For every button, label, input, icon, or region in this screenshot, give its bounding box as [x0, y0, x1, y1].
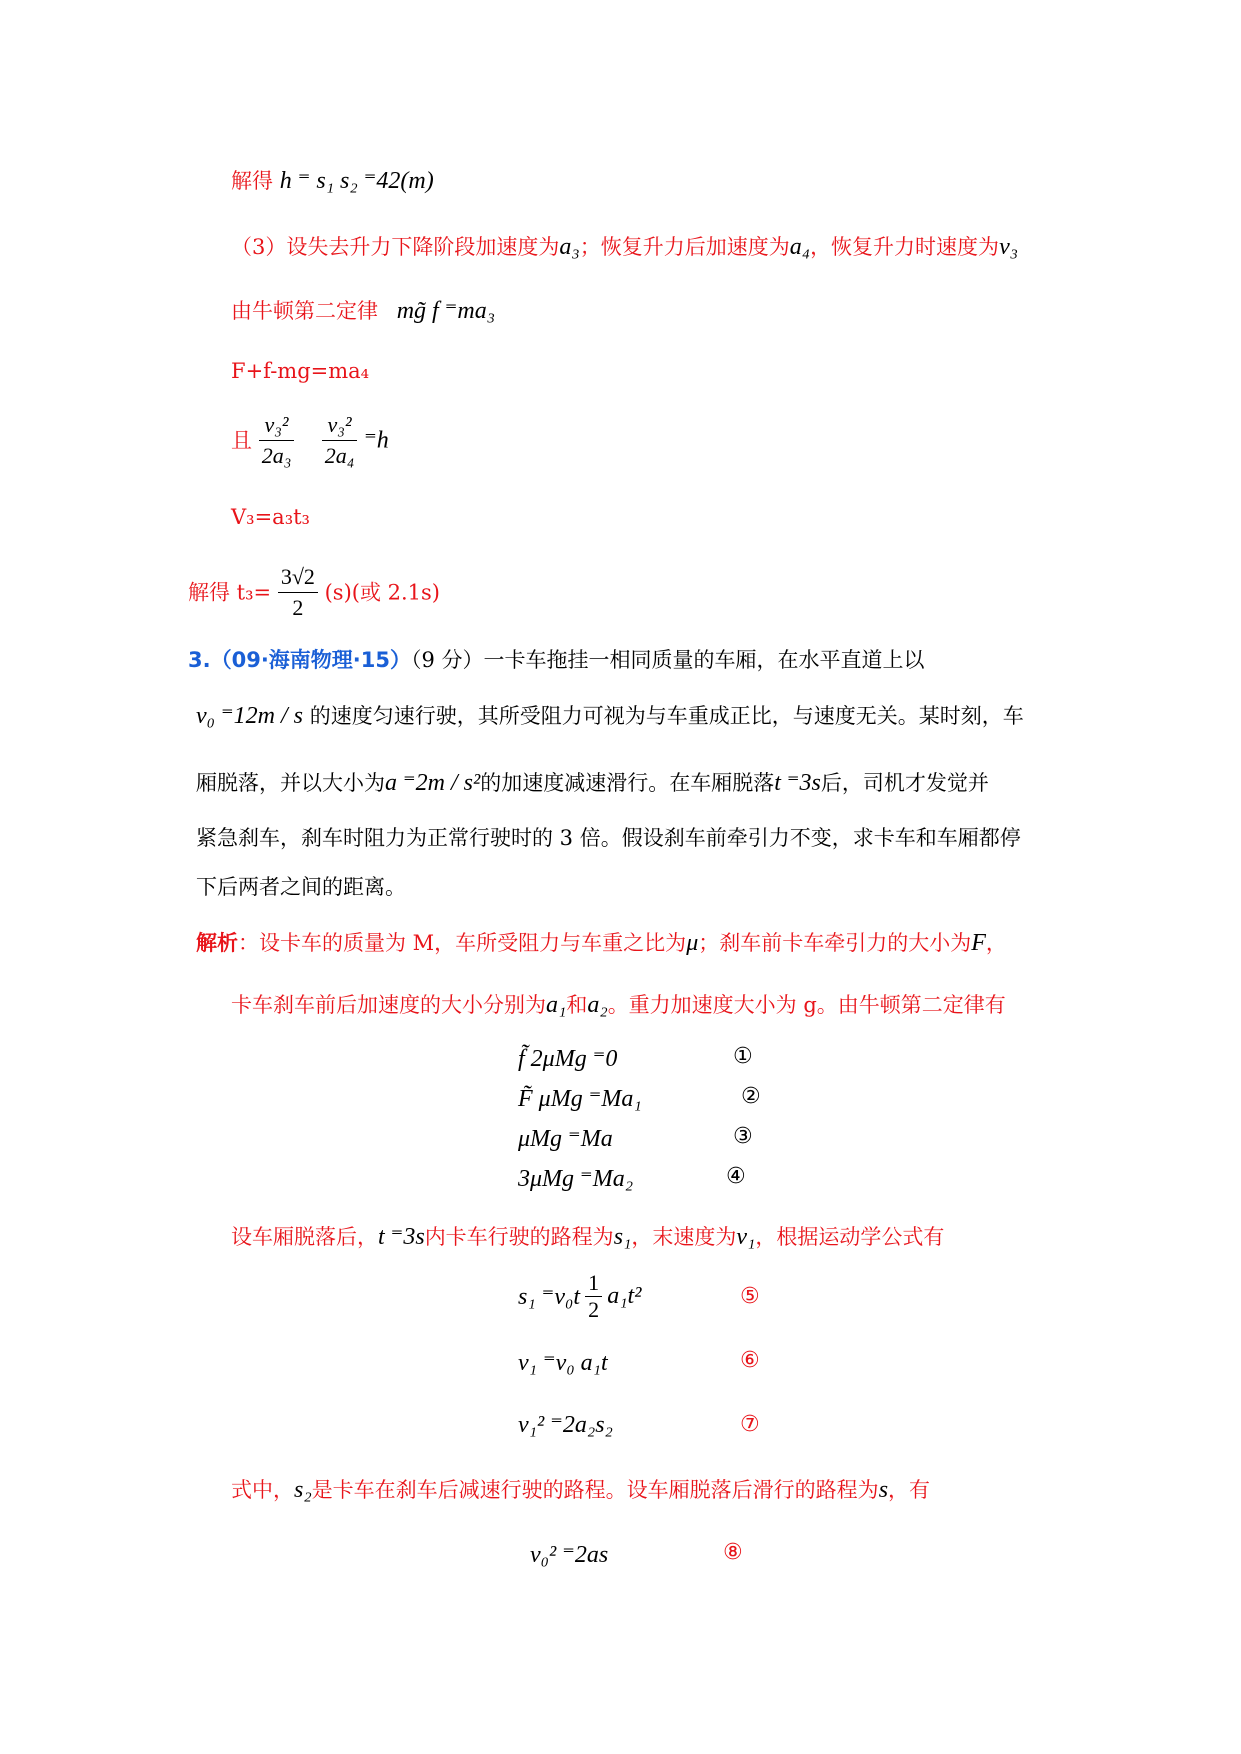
where-b: 是卡车在刹车后减速行驶的路程。设车厢脱落后滑行的路程为 [311, 1478, 879, 1502]
and-prefix: 且 [231, 428, 252, 453]
where-c: ，有 [888, 1478, 931, 1502]
and-tail: ⁼h [364, 427, 389, 454]
problem-a-formula: a ⁼2m / s² [385, 770, 481, 796]
kinematics-b: 内卡车行驶的路程为 [424, 1225, 614, 1249]
var-a2: a₂ [587, 992, 608, 1018]
kinematics-c: ，末速度为 [631, 1225, 737, 1249]
equation-1: f̃ 2μMg ⁼0 [518, 1046, 618, 1072]
var-s2: s₂ [294, 1477, 312, 1503]
fraction-denominator: 2a₃ [261, 443, 292, 468]
var-a1: a₁ [546, 992, 567, 1018]
where-a: 式中， [231, 1478, 294, 1502]
result-prefix: 解得 [231, 169, 273, 193]
result-formula: h ⁼ s₁ s₂ ⁼42(m) [279, 168, 434, 194]
fraction-numerator: 1 [585, 1270, 602, 1297]
kinematics-t-formula: t ⁼3s [378, 1224, 425, 1250]
result-t3 [188, 562, 440, 623]
equation-8: v₀² ⁼2as [530, 1542, 609, 1568]
var-a4: a₄ [789, 234, 811, 260]
analysis-line2-b: 。重力加速度大小为 g。由牛顿第二定律有 [607, 993, 1006, 1017]
analysis-text1: ：设卡车的质量为 M，车所受阻力与车重之比为 [238, 931, 687, 955]
fraction-v3-2a3 [259, 410, 295, 471]
result-t3-tail: (s)(或 2.1s) [324, 580, 440, 605]
problem-line3-a: 厢脱落，并以大小为 [196, 771, 385, 795]
problem-t-formula: t ⁼3s [774, 770, 821, 796]
equation-2-tag: ② [741, 1084, 761, 1109]
fraction-denominator: 2a₄ [324, 443, 355, 468]
equation-8-tag: ⑧ [723, 1540, 743, 1565]
and-line [231, 410, 389, 471]
equation-5-left: s₁ ⁼v₀t [518, 1284, 581, 1310]
equation-2: F̃ μMg ⁼Ma₁ [518, 1086, 642, 1112]
problem3-line5: 下后两者之间的距离。 [196, 875, 406, 899]
equation-5 [518, 1270, 641, 1323]
var-v1: v₁ [736, 1224, 756, 1250]
analysis-line2 [231, 990, 1006, 1020]
fraction-numerator: v₃² [259, 410, 295, 441]
var-s: s [878, 1477, 889, 1503]
result-t3-prefix: 解得 t₃= [188, 580, 272, 605]
equation-v3: V₃=a₃t₃ [231, 505, 310, 529]
fraction-denominator: 2 [292, 595, 304, 620]
analysis-text2: ；刹车前卡车牵引力的大小为 [698, 931, 972, 955]
var-mu: μ [686, 930, 699, 956]
equation-5-tag: ⑤ [740, 1284, 760, 1309]
fraction-3root2-over-2 [278, 562, 318, 623]
part3-mid1: ；恢复升力后加速度为 [579, 235, 790, 259]
problem-number: 3. [188, 648, 211, 672]
equation-6: v₁ ⁼v₀ a₁t [518, 1350, 608, 1376]
where-line [231, 1475, 930, 1505]
result-line-h [231, 166, 434, 196]
newton-line [231, 296, 495, 326]
fraction-numerator: v₃² [322, 410, 358, 441]
equation-6-tag: ⑥ [740, 1348, 760, 1373]
equation-f-plus: F+f-mg=ma₄ [231, 359, 370, 383]
equation-3: μMg ⁼Ma [518, 1126, 613, 1152]
kinematics-d: ，根据运动学公式有 [755, 1225, 945, 1249]
equation-3-tag: ③ [733, 1124, 753, 1149]
problem3-line2 [196, 701, 1024, 731]
var-v3: v₃ [999, 234, 1019, 260]
fraction-numerator: 3√2 [278, 562, 318, 593]
analysis-label: 解析 [196, 930, 238, 955]
newton-equation: mg̃ f ⁼ma₃ [396, 298, 496, 324]
problem-v0-formula: v₀ ⁼12m / s [196, 703, 304, 729]
analysis-text3: ， [985, 931, 1007, 955]
problem3-line1 [188, 645, 925, 675]
problem-line2-text: 的速度匀速行驶，其所受阻力可视为与车重成正比，与速度无关。某时刻，车 [309, 704, 1024, 728]
equation-1-tag: ① [733, 1044, 753, 1069]
var-a3: a₃ [559, 234, 580, 260]
fraction-one-half [585, 1270, 602, 1323]
kinematics-line [231, 1222, 944, 1252]
part3-intro [231, 232, 1018, 262]
part3-mid2: ，恢复升力时速度为 [810, 235, 1000, 259]
equation-7-tag: ⑦ [740, 1412, 760, 1437]
analysis-line2-a: 卡车刹车前后加速度的大小分别为 [231, 993, 546, 1017]
problem3-line4: 紧急刹车，刹车时阻力为正常行驶时的 3 倍。假设刹车前牵引力不变，求卡车和车厢都停 [196, 826, 1021, 850]
equation-4-tag: ④ [726, 1164, 746, 1189]
kinematics-a: 设车厢脱落后， [231, 1225, 378, 1249]
equation-7: v₁² ⁼2a₂s₂ [518, 1412, 613, 1438]
equation-4: 3μMg ⁼Ma₂ [518, 1166, 634, 1192]
problem-line3-b: 的加速度减速滑行。在车厢脱落 [480, 771, 775, 795]
analysis-line1 [196, 928, 1007, 958]
part3-intro-text: （3）设失去升力下降阶段加速度为 [231, 235, 560, 259]
analysis-and: 和 [566, 993, 588, 1017]
equation-5-right: a₁t² [607, 1283, 642, 1309]
problem-line3-c: 后，司机才发觉并 [820, 771, 989, 795]
problem3-line3 [196, 768, 989, 798]
newton-prefix: 由牛顿第二定律 [231, 299, 378, 323]
problem-line1-text: （9 分）一卡车拖挂一相同质量的车厢，在水平直道上以 [411, 648, 925, 672]
problem-source: （09·海南物理·15） [210, 648, 411, 672]
var-F: F [971, 930, 986, 956]
fraction-v3-2a4 [322, 410, 358, 471]
fraction-denominator: 2 [588, 1297, 600, 1322]
var-s1: s₁ [613, 1224, 632, 1250]
